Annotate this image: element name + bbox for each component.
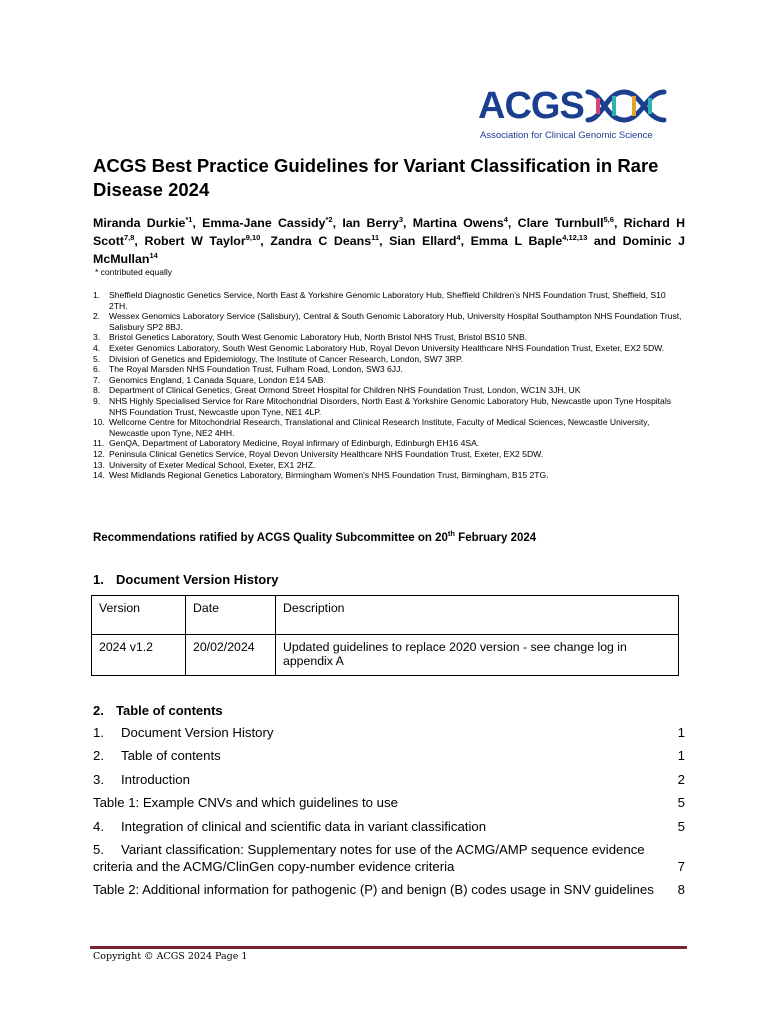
author-affiliation-ref: 4 — [456, 232, 461, 242]
affiliation-item — [93, 417, 686, 438]
table-header-row — [92, 596, 679, 635]
toc-entry-title: Table 2: Additional information for pathogenic (P) and benign (B) codes usage in SNV guidelines — [93, 882, 654, 898]
toc-entry-page: 8 — [677, 882, 685, 898]
affiliation-text: University of Exeter Medical School, Exeter, EX1 2HZ. — [109, 459, 316, 470]
author-name: Robert W Taylor — [144, 234, 246, 248]
author-affiliation-ref: 7,8 — [123, 232, 135, 242]
affiliation-text: Sheffield Diagnostic Genetics Service, North East & Yorkshire Genomic Laboratory Hub, Sheffield Children's NHS Foundation Trust, Sheffield, S10 2TH. — [109, 290, 666, 311]
affiliation-item — [93, 375, 686, 386]
logo-wordmark: ACGS — [478, 85, 584, 127]
affiliation-item — [93, 385, 686, 396]
section-heading-table-of-contents — [93, 703, 223, 718]
author-name: Richard H Scott — [93, 216, 686, 248]
affiliation-text: GenQA, Department of Laboratory Medicine, Royal infirmary of Edinburgh, Edinburgh EH16 4SA. — [109, 438, 480, 449]
toc-entry[interactable] — [93, 771, 685, 788]
toc-entry-page: 1 — [677, 725, 685, 740]
author-separator: , — [379, 234, 390, 248]
author-name: Emma L Baple — [470, 234, 563, 248]
affiliation-text: The Royal Marsden NHS Foundation Trust, Fulham Road, London, SW3 6JJ. — [109, 364, 403, 375]
toc-entry-number: 3. — [93, 771, 104, 787]
toc-entry[interactable] — [93, 747, 685, 764]
table-cell-version: 2024 v1.2 — [92, 635, 186, 676]
toc-entry-title: Introduction — [121, 771, 190, 787]
author-separator: , — [134, 234, 145, 248]
affiliation-item — [93, 396, 686, 417]
table-of-contents — [93, 724, 685, 905]
table-header-cell: Description — [276, 596, 679, 635]
affiliation-text: Exeter Genomics Laboratory, South West Genomic Laboratory Hub, Royal Devon University Healthcare NHS Foundation Trust, Exeter, EX2 5DW. — [109, 342, 665, 353]
affiliation-text: Wellcome Centre for Mitochondrial Research, Translational and Clinical Research Institute, Faculty of Medical Sciences, Newcastle University, Newcastle upon Tyne, NE2 4HH. — [109, 417, 650, 438]
ratified-text: Recommendations ratified by ACGS Quality Subcommittee on 20 — [93, 531, 448, 544]
toc-entry-page: 5 — [677, 795, 685, 811]
affiliation-number: 9. — [93, 395, 101, 406]
author-affiliation-ref: 4 — [503, 214, 508, 224]
author-affiliation-ref: 14 — [149, 250, 158, 260]
table-cell-description: Updated guidelines to replace 2020 version - see change log in appendix A — [276, 635, 679, 676]
affiliation-number: 10. — [93, 417, 105, 428]
page-footer: Copyright © ACGS 2024 Page 1 — [93, 951, 248, 962]
toc-entry-title: Document Version History — [121, 725, 274, 740]
affiliation-item — [93, 438, 686, 449]
author-separator: , — [460, 234, 471, 248]
table-header-cell: Version — [92, 596, 186, 635]
toc-entry[interactable] — [93, 724, 685, 741]
affiliation-number: 3. — [93, 332, 101, 343]
author-separator: , — [192, 216, 203, 230]
affiliation-item — [93, 449, 686, 460]
affiliation-text: NHS Highly Specialised Service for Rare Mitochondrial Disorders, North East & Yorkshire Genomic Laboratory Hub, Newcastle upon Tyne Hospitals NHS Foundation Trust, Newcastle upon Tyne, NE1 4LP. — [109, 395, 672, 417]
affiliation-number: 13. — [93, 459, 105, 470]
author-list — [93, 214, 685, 268]
toc-entry-number: 5. — [93, 841, 104, 857]
affiliation-item — [93, 332, 686, 343]
author-name: Martina Owens — [412, 216, 504, 230]
author-separator: and — [587, 234, 623, 248]
toc-entry-title: Variant classification: Supplementary notes for use of the ACMG/AMP sequence evidence criteria and the ACMG/ClinGen copy-number evidence criteria — [93, 841, 645, 874]
toc-entry-title: Table of contents — [121, 748, 221, 764]
logo-tagline: Association for Clinical Genomic Science — [480, 130, 653, 141]
affiliation-item — [93, 343, 686, 354]
author-name: Dominic J McMullan — [93, 234, 685, 266]
toc-entry-title: Integration of clinical and scientific data in variant classification — [121, 818, 487, 834]
affiliation-text: Department of Clinical Genetics, Great Ormond Street Hospital for Children NHS Foundation Trust, London, WC1N 3JH, UK — [109, 385, 581, 396]
table-cell-date: 20/02/2024 — [186, 635, 276, 676]
toc-entry-title: Table 1: Example CNVs and which guidelines to use — [93, 795, 398, 811]
affiliation-item — [93, 290, 686, 311]
affiliation-item — [93, 364, 686, 375]
author-name: Ian Berry — [342, 216, 399, 230]
author-name: Sian Ellard — [389, 234, 457, 248]
affiliation-number: 14. — [93, 470, 105, 481]
affiliation-item — [93, 470, 686, 481]
section-number: 1. — [93, 572, 104, 587]
dna-helix-icon — [584, 86, 668, 126]
ratified-month: February 2024 — [454, 531, 537, 544]
section-number: 2. — [93, 703, 104, 718]
author-affiliation-ref: 4,12,13 — [562, 232, 588, 242]
affiliation-item — [93, 311, 686, 332]
version-history-table — [91, 595, 679, 676]
toc-entry-page: 1 — [677, 748, 685, 764]
author-affiliation-ref: 3 — [398, 214, 404, 224]
contributed-equally-note: * contributed equally — [95, 267, 173, 277]
toc-entry[interactable] — [93, 818, 685, 835]
author-affiliation-ref: *1 — [185, 214, 193, 224]
table-row — [92, 635, 679, 676]
author-separator: , — [403, 216, 413, 230]
affiliation-text: Wessex Genomics Laboratory Service (Salisbury), Central & South Genomic Laboratory Hub, University Hospital Southampton NHS Foundation Trust, Salisbury SP2 8BJ. — [109, 311, 682, 332]
section-heading-version-history — [93, 572, 279, 587]
affiliation-list — [93, 290, 686, 481]
author-affiliation-ref: 9,10 — [245, 232, 261, 242]
section-title: Document Version History — [116, 572, 279, 587]
affiliation-item — [93, 460, 686, 471]
author-affiliation-ref: 11 — [371, 232, 380, 242]
toc-entry-page: 7 — [677, 858, 685, 874]
toc-entry-number: 4. — [93, 818, 104, 834]
author-affiliation-ref: 5,6 — [603, 214, 614, 224]
toc-entry-page: 2 — [677, 771, 685, 787]
author-name: Zandra C Deans — [270, 234, 372, 248]
toc-entry[interactable] — [93, 794, 685, 811]
author-name: Emma-Jane Cassidy — [202, 216, 326, 230]
affiliation-number: 6. — [93, 364, 101, 375]
author-separator: , — [613, 216, 624, 230]
affiliation-number: 4. — [93, 342, 101, 353]
author-separator: , — [332, 216, 343, 230]
affiliation-text: Genomics England, 1 Canada Square, London E14 5AB. — [109, 374, 326, 385]
affiliation-number: 8. — [93, 385, 101, 396]
section-title: Table of contents — [116, 703, 223, 718]
toc-entry-number: 2. — [93, 748, 104, 764]
affiliation-number: 12. — [93, 448, 105, 459]
author-separator: , — [507, 216, 518, 230]
table-header-cell: Date — [186, 596, 276, 635]
affiliation-text: Division of Genetics and Epidemiology, The Institute of Cancer Research, London, SW7 3RP. — [109, 353, 463, 364]
document-title: ACGS Best Practice Guidelines for Variant Classification in Rare Disease 2024 — [93, 155, 659, 200]
author-separator: , — [260, 234, 271, 248]
toc-entry-number: 1. — [93, 725, 104, 740]
author-name: Clare Turnbull — [517, 216, 604, 230]
affiliation-text: West Midlands Regional Genetics Laboratory, Birmingham Women's NHS Foundation Trust, Birmingham, B15 2TG. — [109, 470, 549, 481]
ratification-statement — [93, 529, 536, 544]
affiliation-text: Peninsula Clinical Genetics Service, Royal Devon University Healthcare NHS Foundation Trust, Exeter, EX2 5DW. — [109, 448, 544, 459]
toc-entry[interactable] — [93, 881, 685, 898]
acgs-logo — [478, 86, 668, 144]
affiliation-text: Bristol Genetics Laboratory, South West Genomic Laboratory Hub, North Bristol NHS Trust, Bristol BS10 5NB. — [109, 332, 528, 343]
author-affiliation-ref: *2 — [325, 214, 333, 224]
affiliation-item — [93, 354, 686, 365]
toc-entry-page: 5 — [677, 818, 685, 834]
ratified-ordinal: th — [447, 529, 455, 538]
affiliation-number: 11. — [93, 438, 105, 449]
footer-rule — [90, 946, 687, 949]
toc-entry[interactable] — [93, 841, 685, 875]
affiliation-number: 1. — [93, 290, 101, 300]
affiliation-number: 7. — [93, 374, 101, 385]
author-name: Miranda Durkie — [93, 216, 186, 230]
affiliation-number: 5. — [93, 353, 101, 364]
affiliation-number: 2. — [93, 311, 101, 322]
